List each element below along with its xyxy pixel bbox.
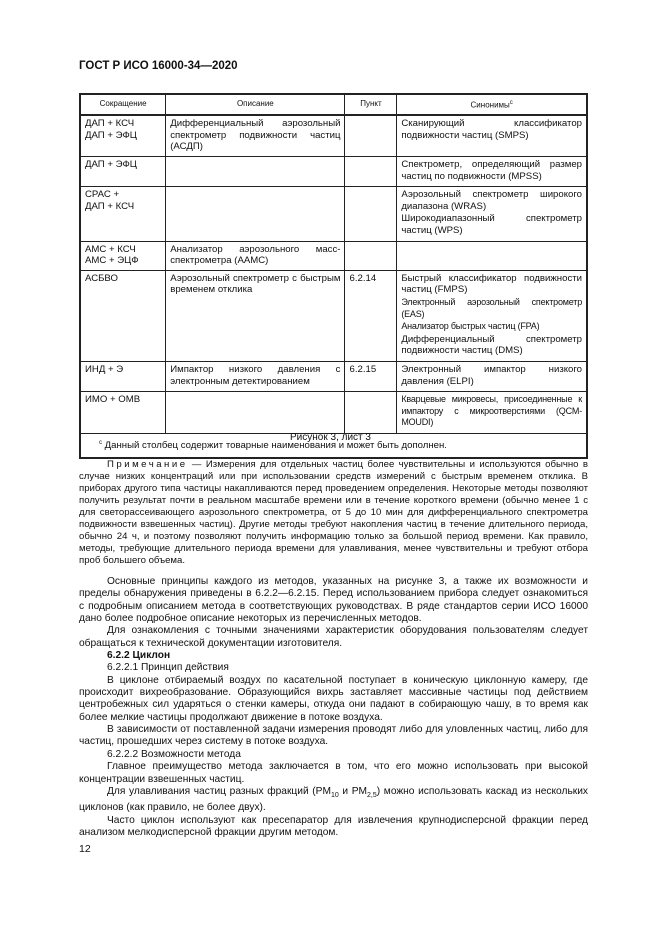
abbreviation-cell	[80, 392, 166, 434]
clause-cell	[345, 187, 397, 241]
footnote-text: Данный столбец содержит товарные наименования и может быть дополнен.	[104, 440, 447, 452]
abbreviation-cell	[80, 115, 166, 156]
abbreviation: АМС + ЭЦФ	[85, 255, 139, 267]
description-cell: Импактор низкого давления с электронным детектированием	[166, 361, 345, 391]
synonym: Дифференциальный спектрометр подвижности частиц (DMS)	[401, 333, 582, 357]
synonyms-cell	[397, 270, 587, 361]
abbreviation: АМС + КСЧ	[85, 243, 136, 255]
synonym: Сканирующий классификатор подвижности частиц (SMPS)	[401, 118, 582, 141]
body-text	[79, 459, 588, 839]
column-header-synonyms: Синонимы$^c$	[397, 94, 587, 115]
synonyms-cell	[397, 157, 587, 187]
clause-cell: 6.2.15	[345, 361, 397, 391]
table-row	[80, 157, 587, 187]
clause-cell	[345, 157, 397, 187]
synonyms-cell	[397, 187, 587, 241]
section-heading: 6.2.2 Циклон	[107, 650, 171, 662]
clause-cell	[345, 115, 397, 156]
abbreviation-cell	[80, 187, 166, 241]
synonyms-cell	[397, 361, 587, 391]
note-paragraph	[79, 459, 588, 567]
note-text: — Измерения для отдельных частиц более чувствительны и используются обычно в случае низких концентраций или при использовании средств измерений с быстрым временем отклика. В приборах другого типа частицы накапливаются перед проведением определения. Некоторые методы позволяют получить результат почти в реальном масштабе времени или в течение короткого времени (обычно менее 1 с для светорассеивающего аэрозольного спектрометра, от 5 до 10 мин для дифференциального спектрометра подвижности взвешенных частиц). Другие методы требуют накопления частиц в течение длительного периода, обычно 24 ч, и поэтому позволяют получить информацию только за большой период времени. Как правило, методы, требующие длительного периода времени для улавливания, менее чувствительны и требуют отбора проб большего объема.	[79, 459, 588, 566]
paragraph: Для ознакомления с точными значениями характеристик оборудования пользователям следует обращаться к технической документации изготовителя.	[79, 625, 588, 649]
table-row	[80, 187, 587, 241]
subscript: 2,5	[367, 791, 377, 799]
synonym: Быстрый классификатор подвижности частиц (FMPS)	[401, 272, 582, 296]
table-row	[80, 241, 587, 270]
synonym: Анализатор быстрых частиц (FPA)	[401, 321, 540, 332]
description-cell	[166, 187, 345, 241]
column-header-desc: Описание	[166, 94, 345, 115]
table-row	[80, 115, 587, 156]
table-row	[80, 270, 587, 361]
text: ) можно использовать каскад из нескольких циклонов (как правило, не более двух).	[79, 785, 588, 814]
paragraph: В циклоне отбираемый воздух по касательной поступает в коническую циклонную камеру, где происходит вихреобразование. Образующийся вихрь заставляет массивные частицы под действием центробежных сил ударяться о стенки камеры, откуда они падают в собирающую чашу, в то время как более мелкие частицы продолжают движение в потоке воздуха.	[79, 674, 588, 723]
methods-table	[79, 93, 588, 459]
abbreviation-cell	[80, 270, 166, 361]
synonym: Электронный импактор низкого давления (ELPI)	[401, 363, 582, 387]
abbreviation: ДАП + ЭФЦ	[85, 159, 137, 171]
abbreviation: ДАП + ЭФЦ	[85, 129, 137, 141]
synonym: Аэрозольный спектрометр широкого диапазона (WRAS)	[401, 189, 582, 212]
abbreviation: ДАП + КСЧ	[85, 200, 135, 212]
footnote-mark: c	[99, 439, 102, 446]
description-cell	[166, 157, 345, 187]
synonyms-cell	[397, 392, 587, 434]
paragraph: Главное преимущество метода заключается в том, что его можно использовать при высокой концентрации взвешенных частиц.	[79, 761, 588, 785]
clause-cell	[345, 392, 397, 434]
figure-caption: Рисунок 3, лист 3	[290, 432, 371, 443]
note-label: Примечание	[107, 459, 188, 470]
table-row	[80, 361, 587, 391]
paragraph: Часто циклон используют как пресепаратор для извлечения крупнодисперсной фракции перед анализом мелкодисперсной фракции другим методом.	[79, 814, 588, 838]
column-header-clause: Пункт	[345, 94, 397, 115]
subsection-heading: 6.2.2.2 Возможности метода	[107, 748, 241, 760]
description-cell: Аэрозольный спектрометр с быстрым временем отклика	[166, 270, 345, 361]
synonym: Кварцевые микровесы, присоединенные к импактору с микроотверстиями (QCM-MOUDI)	[401, 394, 582, 428]
description-cell: Дифференциальный аэрозольный спектрометр подвижности частиц (АСДП)	[166, 115, 345, 156]
synonym: Широкодиапазонный спектрометр частиц (WPS)	[401, 213, 582, 236]
paragraph	[79, 786, 588, 815]
abbreviation: ДАП + КСЧ	[85, 118, 135, 130]
abbreviation: СРАС +	[85, 189, 120, 201]
abbreviation-cell	[80, 241, 166, 270]
paragraph: Основные принципы каждого из методов, указанных на рисунке 3, а также их возможности и пределы обнаружения приведены в 6.2.2—6.2.15. Перед использованием прибора следует ознакомиться с подробным описанием метода в соответствующих руководствах. В ряде стандартов серии ИСО 16000 дано более подробное описание некоторых из перечисленных методов.	[79, 576, 588, 625]
table-header-row	[80, 94, 587, 115]
text: и PM	[338, 785, 368, 797]
subsection-heading: 6.2.2.1 Принцип действия	[107, 662, 229, 674]
description-cell: Анализатор аэрозольного масс-спектрометра (ААМС)	[166, 241, 345, 270]
synonym: Электронный аэрозольный спектрометр (EAS)	[401, 296, 582, 319]
abbreviation: АСБВО	[85, 272, 118, 284]
abbreviation: ИМО + ОМВ	[85, 394, 141, 406]
abbreviation-cell	[80, 361, 166, 391]
synonym: Спектрометр, определяющий размер частиц по подвижности (MPSS)	[401, 159, 582, 182]
abbreviation-cell	[80, 157, 166, 187]
column-header-abbr: Сокращение	[80, 94, 166, 115]
synonyms-cell	[397, 115, 587, 156]
table-row	[80, 392, 587, 434]
synonyms-cell	[397, 241, 587, 270]
document-header: ГОСТ Р ИСО 16000-34—2020	[79, 60, 238, 72]
clause-cell	[345, 241, 397, 270]
subscript: 10	[330, 791, 339, 799]
text: Для улавливания частиц разных фракций (PM	[107, 785, 331, 797]
description-cell	[166, 392, 345, 434]
abbreviation: ИНД + Э	[85, 363, 124, 375]
paragraph: В зависимости от поставленной задачи измерения проводят либо для уловленных частиц, либо для частиц, прошедших через систему в потоке воздуха.	[79, 724, 588, 748]
page-number: 12	[79, 843, 91, 855]
clause-cell: 6.2.14	[345, 270, 397, 361]
